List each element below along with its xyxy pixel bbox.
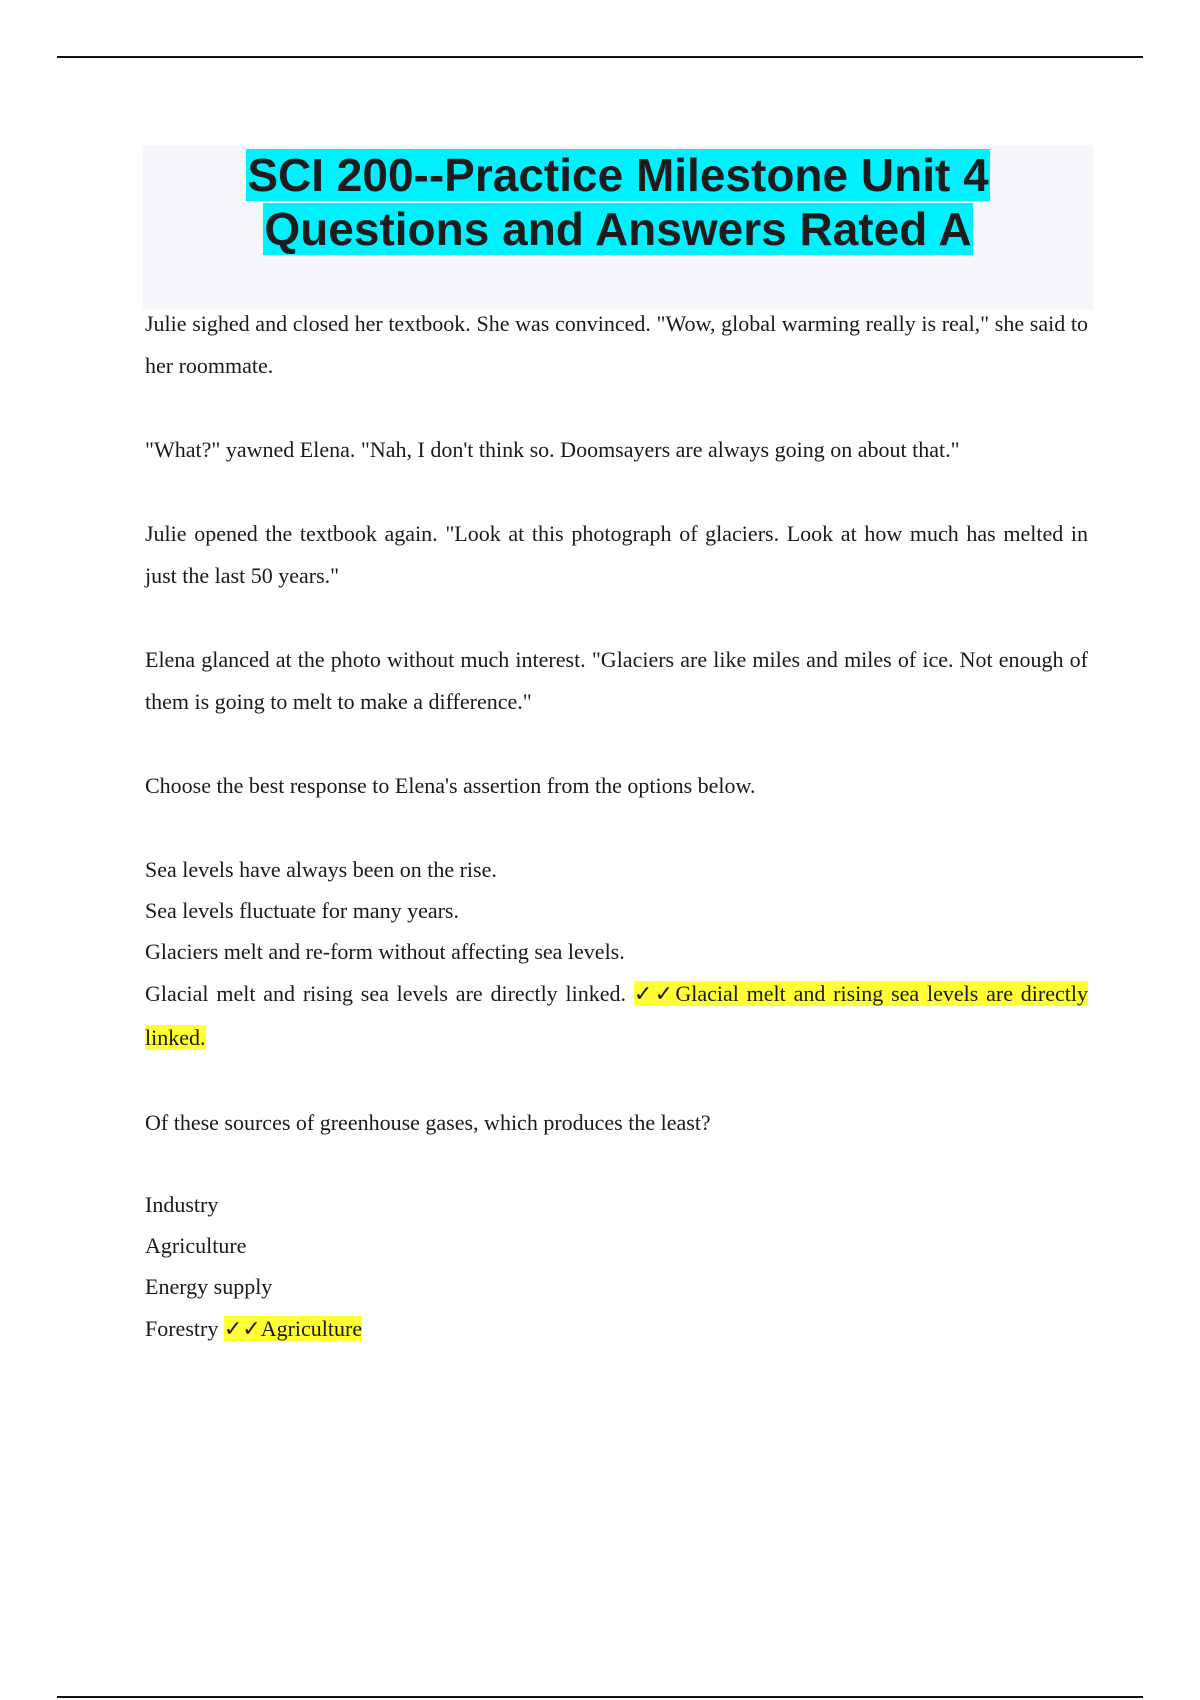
document-body [145,303,1088,1393]
q2-option-3: Energy supply [145,1274,273,1299]
q1-paragraph-1: Julie sighed and closed her textbook. She was convinced. "Wow, global warming really is real," she said to her roommate. [145,311,1088,378]
q1-paragraph-2: "What?" yawned Elena. "Nah, I don't think so. Doomsayers are always going on about that." [145,437,960,462]
q1-paragraph-4: Elena glanced at the photo without much interest. "Glaciers are like miles and miles of ice. Not enough of them is going to melt to make a difference." [145,647,1088,714]
q1-option-3: Glaciers melt and re-form without affecting sea levels. [145,939,625,964]
q1-option-1: Sea levels have always been on the rise. [145,857,497,882]
title-line-2: Questions and Answers Rated A [264,203,972,255]
q2-answer-highlight: ✓✓Agriculture [223,1316,363,1341]
q2-option-1: Industry [145,1192,219,1217]
q1-option-4: Glacial melt and rising sea levels are directly linked. [145,981,626,1006]
bottom-rule [57,1696,1143,1698]
q1-option-2: Sea levels fluctuate for many years. [145,898,459,923]
q2-option-2: Agriculture [145,1233,247,1258]
q1-answer-highlight: ✓✓Glacial melt and rising sea levels are directly linked. [145,981,1088,1050]
q2-option-4: Forestry [145,1316,219,1341]
top-rule [57,56,1143,58]
q1-option-4-with-answer [145,972,1088,1060]
title-line-1: SCI 200--Practice Milestone Unit 4 [247,149,989,201]
q1-prompt: Choose the best response to Elena's assertion from the options below. [145,773,756,798]
page-title [143,148,1093,256]
q1-paragraph-3: Julie opened the textbook again. "Look at this photograph of glaciers. Look at how much has melted in just the last 50 years." [145,521,1088,588]
q2-option-4-with-answer [145,1307,1088,1351]
q2-prompt: Of these sources of greenhouse gases, which produces the least? [145,1110,711,1135]
